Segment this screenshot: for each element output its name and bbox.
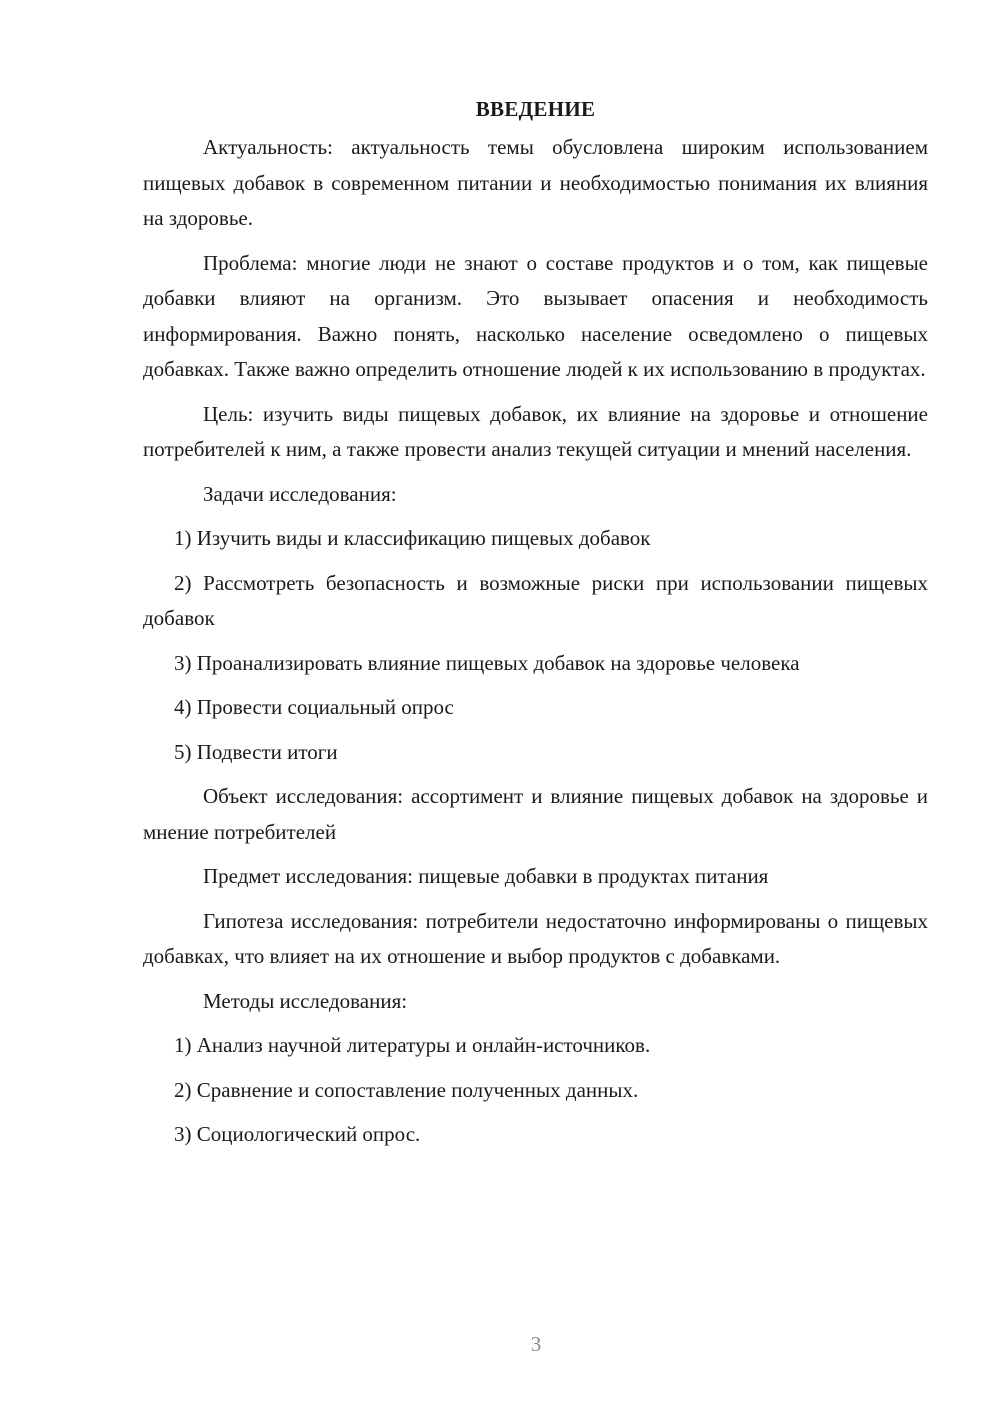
document-page bbox=[143, 92, 928, 1162]
methods-heading: Методы исследования: bbox=[203, 988, 408, 1013]
method-item-3: 3) Социологический опрос. bbox=[174, 1122, 421, 1146]
hypothesis-paragraph: Гипотеза исследования: потребители недостаточно информированы о пищевых добавках, что влияет на их отношение и выбор продуктов с добавками. bbox=[143, 908, 928, 968]
task-item-4: 4) Провести социальный опрос bbox=[174, 695, 454, 719]
relevance-paragraph: Актуальность: актуальность темы обусловлена широким использованием пищевых добавок в современном питании и необходимостью понимания их влияния на здоровье. bbox=[143, 135, 928, 230]
object-paragraph: Объект исследования: ассортимент и влияние пищевых добавок на здоровье и мнение потребителей bbox=[143, 784, 928, 844]
task-item-5: 5) Подвести итоги bbox=[174, 739, 338, 764]
subject-paragraph: Предмет исследования: пищевые добавки в продуктах питания bbox=[203, 864, 769, 888]
page-number: 3 bbox=[530, 1332, 542, 1356]
problem-paragraph: Проблема: многие люди не знают о составе продуктов и о том, как пищевые добавки влияют на организм. Это вызывает опасения и необходимость информирования. Важно понять, насколько население осведомлено о пищевых добавках. Также важно определить отношение людей к их использованию в продуктах. bbox=[143, 250, 928, 381]
task-item-1: 1) Изучить виды и классификацию пищевых добавок bbox=[174, 526, 651, 550]
tasks-heading: Задачи исследования: bbox=[203, 481, 397, 506]
task-item-3: 3) Проанализировать влияние пищевых добавок на здоровье человека bbox=[174, 650, 800, 675]
method-item-2: 2) Сравнение и сопоставление полученных данных. bbox=[174, 1077, 639, 1102]
section-title: ВВЕДЕНИЕ bbox=[475, 97, 596, 121]
method-item-1: 1) Анализ научной литературы и онлайн-источников. bbox=[174, 1033, 651, 1057]
goal-paragraph: Цель: изучить виды пищевых добавок, их влияние на здоровье и отношение потребителей к ним, а также провести анализ текущей ситуации и мнений населения. bbox=[143, 401, 928, 461]
task-item-2: 2) Рассмотреть безопасность и возможные риски при использовании пищевых добавок bbox=[143, 570, 928, 630]
